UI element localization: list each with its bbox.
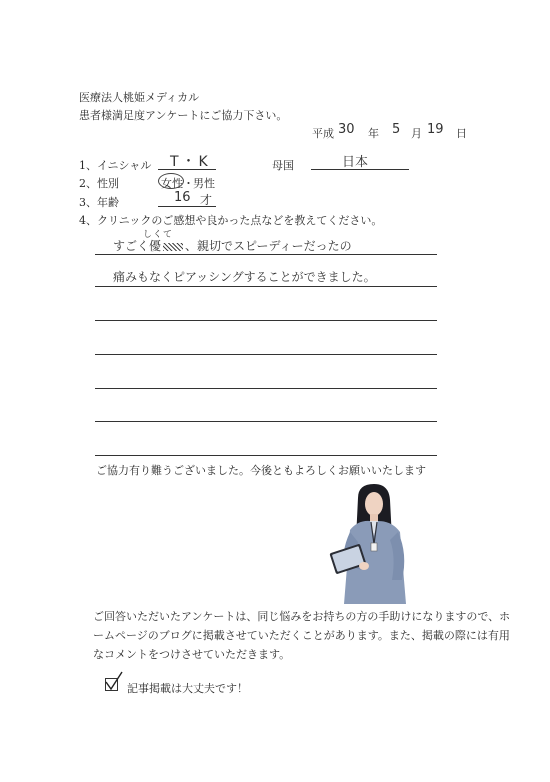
age-unit: 才	[200, 193, 213, 207]
age-underline	[158, 206, 216, 207]
initial-label: 1、イニシャル	[79, 159, 152, 172]
answer-line-6	[95, 421, 437, 422]
comment-line-1-start: すごく優	[113, 239, 162, 253]
gender-label: 2、性別	[79, 177, 119, 190]
answer-line-2	[95, 286, 437, 287]
gender-option-female: 女性	[161, 177, 183, 190]
crossed-out-scribble	[163, 243, 183, 251]
answer-line-5	[95, 388, 437, 389]
notice-line-1: ご回答いただいたアンケートは、同じ悩みをお持ちの方の手助けになりますので、ホ	[93, 610, 511, 623]
consent-checkbox[interactable]	[105, 674, 121, 690]
country-underline	[311, 169, 409, 170]
answer-line-4	[95, 354, 437, 355]
comment-line-2: 痛みもなくピアッシングすることができました。	[113, 270, 376, 284]
comment-insertion: しくて	[143, 230, 174, 240]
age-value: 16	[174, 190, 191, 205]
comment-line-1	[113, 237, 352, 254]
date-month-unit: 月	[411, 127, 422, 140]
notice-line-2: ームページのブログに掲載させていただくことがあります。また、掲載の際には有用	[93, 629, 510, 642]
selected-circle-mark	[158, 173, 184, 189]
age-label: 3、年齢	[79, 196, 119, 209]
initial-value: T・K	[170, 154, 211, 170]
country-value: 日本	[342, 155, 369, 170]
date-year-unit: 年	[368, 127, 379, 140]
date-month: 5	[392, 122, 401, 137]
survey-title: 患者様満足度アンケートにご協力下さい。	[79, 109, 288, 122]
initial-underline	[158, 169, 216, 170]
gender-option-male: 男性	[193, 177, 215, 190]
date-era: 平成	[312, 127, 334, 140]
answer-line-1	[95, 254, 437, 255]
answer-line-3	[95, 320, 437, 321]
answer-line-7	[95, 455, 437, 456]
date-year: 30	[338, 122, 355, 137]
date-day-unit: 日	[456, 127, 467, 140]
organization-name: 医療法人桃姫メディカル	[79, 91, 200, 104]
gender-separator: ・	[183, 177, 194, 190]
consent-label: 記事掲載は大丈夫です！	[127, 682, 248, 695]
thanks-message: ご協力有り難うございました。今後ともよろしくお願いいたします	[96, 464, 426, 477]
comment-line-1-end: 、親切でスピーディーだったの	[185, 239, 352, 253]
date-day: 19	[427, 122, 444, 137]
country-label: 母国	[272, 159, 294, 172]
check-mark-icon	[103, 670, 125, 692]
question-label: 4、クリニックのご感想や良かった点などを教えてください。	[79, 214, 383, 227]
staff-woman-illustration	[328, 484, 423, 604]
notice-line-3: なコメントをつけさせていただきます。	[93, 648, 291, 661]
